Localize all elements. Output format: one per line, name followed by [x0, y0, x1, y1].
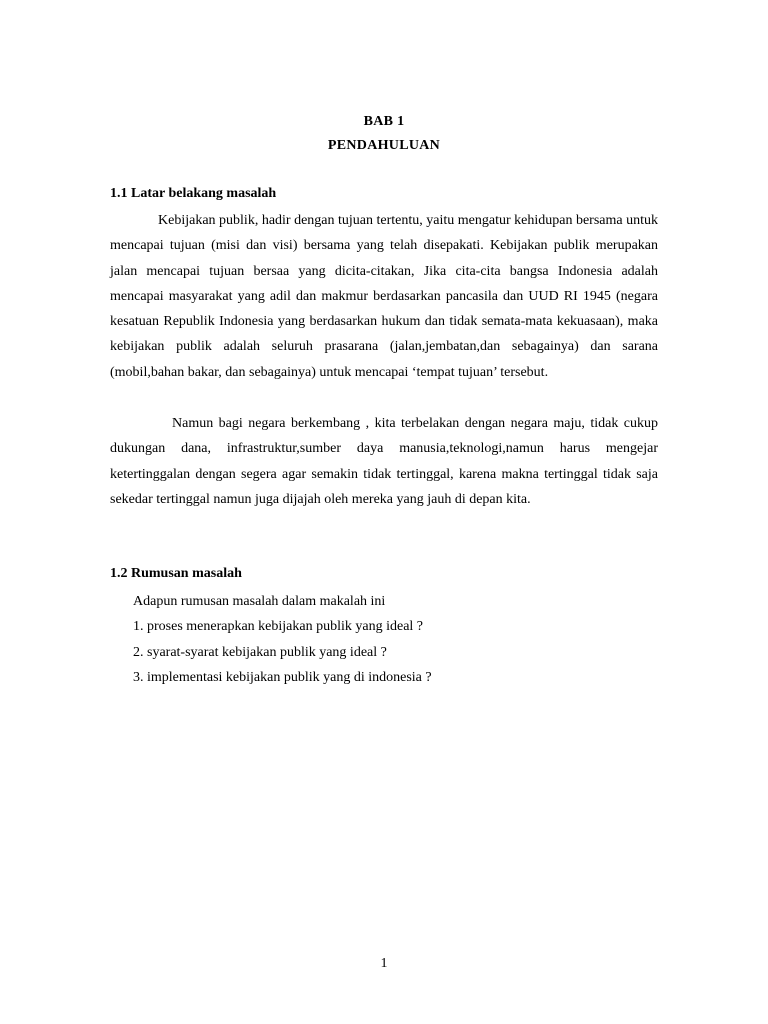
chapter-number: BAB 1 — [363, 114, 405, 129]
section-heading-background: 1.1 Latar belakang masalah — [110, 186, 277, 201]
problem-list — [133, 589, 432, 690]
list-item: Adapun rumusan masalah dalam makalah ini — [133, 594, 386, 609]
list-item: 1. proses menerapkan kebijakan publik yang ideal ? — [133, 619, 424, 635]
paragraph-background-1: Kebijakan publik, hadir dengan tujuan tertentu, yaitu mengatur kehidupan bersama untuk mencapai tujuan (misi dan visi) bersama yang telah disepakati. Kebijakan publik merupakan jalan mencapai tujuan bersaa yang dicita-citakan, Jika cita-cita bangsa Indonesia adalah mencapai masyarakat yang adil dan makmur berdasarkan pancasila dan UUD RI 1945 (negara kesatuan Republik Indonesia yang berdasarkan hukum dan tidak semata-mata kekuasaan), maka kebijakan publik adalah seluruh prasarana (jalan,jembatan,dan sebagainya) dan sarana (mobil,bahan bakar, dan sebagainya) untuk mencapai ‘tempat tujuan’ tersebut. — [110, 213, 658, 380]
section-heading-problem-formulation: 1.2 Rumusan masalah — [110, 566, 242, 581]
page-number: 1 — [380, 956, 388, 971]
list-item: 2. syarat-syarat kebijakan publik yang ideal ? — [133, 644, 387, 660]
chapter-title: PENDAHULUAN — [327, 138, 441, 153]
list-item: 3. implementasi kebijakan publik yang di indonesia ? — [133, 669, 432, 685]
paragraph-background-2: Namun bagi negara berkembang , kita terbelakan dengan negara maju, tidak cukup dukungan dana, infrastruktur,sumber daya manusia,teknologi,namun harus mengejar ketertinggalan dengan segera agar semakin tidak tertinggal, karena makna tertinggal tidak saja sekedar tertinggal namun juga dijajah oleh mereka yang jauh di depan kita. — [110, 416, 658, 507]
